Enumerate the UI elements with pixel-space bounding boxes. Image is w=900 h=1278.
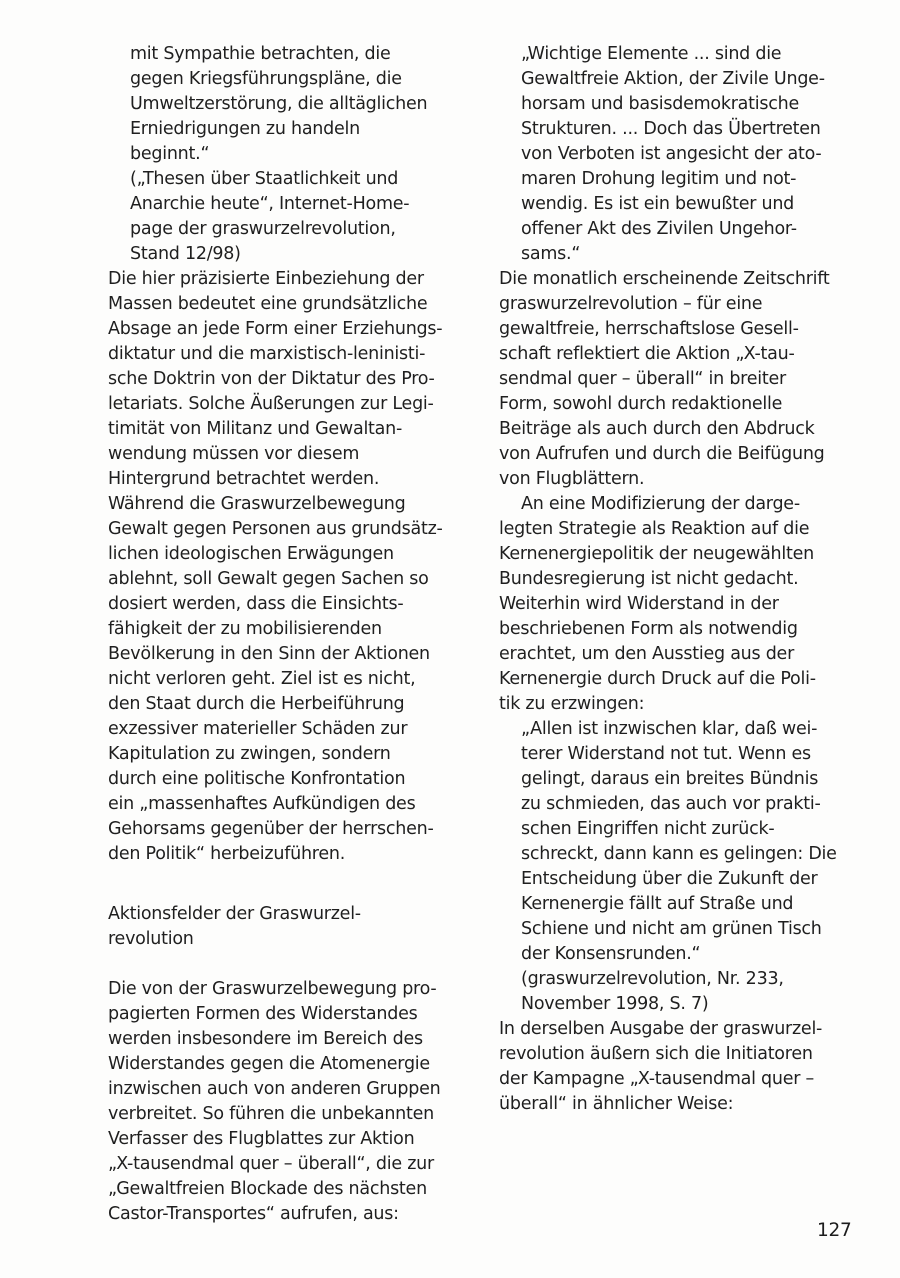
text-line: mit Sympathie betrachten, die bbox=[130, 44, 391, 64]
text-line: graswurzelrevolution – für eine bbox=[499, 294, 763, 314]
text-line: verbreitet. So führen die unbekannten bbox=[108, 1104, 434, 1124]
right-paragraph-2 bbox=[499, 492, 885, 717]
text-line: zu schmieden, das auch vor prakti- bbox=[521, 794, 821, 814]
text-line: wendig. Es ist ein bewußter und bbox=[521, 194, 795, 214]
text-line: schreckt, dann kann es gelingen: Die bbox=[521, 844, 837, 864]
text-line: sendmal quer – überall“ in breiter bbox=[499, 369, 786, 389]
text-line: Die von der Graswurzelbewegung pro- bbox=[108, 979, 437, 999]
text-line: Massen bedeutet eine grundsätzliche bbox=[108, 294, 428, 314]
text-line: Aktionsfelder der Graswurzel- bbox=[108, 904, 361, 924]
text-line: Form, sowohl durch redaktionelle bbox=[499, 394, 783, 414]
text-line: der Kampagne „X-tausendmal quer – bbox=[499, 1069, 814, 1089]
text-line: Absage an jede Form einer Erziehungs- bbox=[108, 319, 443, 339]
left-paragraph-2 bbox=[108, 977, 490, 1227]
text-line: Hintergrund betrachtet werden. bbox=[108, 469, 380, 489]
text-line: Kernenergiepolitik der neugewählten bbox=[499, 544, 814, 564]
text-line: Verfasser des Flugblattes zur Aktion bbox=[108, 1129, 415, 1149]
text-line: (graswurzelrevolution, Nr. 233, bbox=[521, 969, 784, 989]
text-line: Erniedrigungen zu handeln bbox=[130, 119, 360, 139]
text-line: horsam und basisdemokratische bbox=[521, 94, 799, 114]
text-line: lichen ideologischen Erwägungen bbox=[108, 544, 394, 564]
text-line: beginnt.“ bbox=[130, 144, 210, 164]
text-line: Castor-Transportes“ aufrufen, aus: bbox=[108, 1204, 399, 1224]
left-paragraph-1 bbox=[108, 267, 490, 867]
text-line: beschriebenen Form als notwendig bbox=[499, 619, 798, 639]
text-line: schen Eingriffen nicht zurück- bbox=[521, 819, 775, 839]
right-column bbox=[499, 42, 885, 1117]
text-line: page der graswurzelrevolution, bbox=[130, 219, 396, 239]
text-line: Die monatlich erscheinende Zeitschrift bbox=[499, 269, 830, 289]
text-line: Schiene und nicht am grünen Tisch bbox=[521, 919, 822, 939]
text-line: den Politik“ herbeizuführen. bbox=[108, 844, 346, 864]
text-line: inzwischen auch von anderen Gruppen bbox=[108, 1079, 441, 1099]
text-line: fähigkeit der zu mobilisierenden bbox=[108, 619, 382, 639]
text-line: überall“ in ähnlicher Weise: bbox=[499, 1094, 734, 1114]
text-line: letariats. Solche Äußerungen zur Legi- bbox=[108, 394, 434, 414]
text-line: gewaltfreie, herrschaftslose Gesell- bbox=[499, 319, 799, 339]
text-line: erachtet, um den Ausstieg aus der bbox=[499, 644, 795, 664]
text-line: exzessiver materieller Schäden zur bbox=[108, 719, 408, 739]
text-line: Weiterhin wird Widerstand in der bbox=[499, 594, 779, 614]
right-quote-block-1 bbox=[521, 42, 885, 267]
text-line: dosiert werden, dass die Einsichts- bbox=[108, 594, 404, 614]
text-line: Beiträge als auch durch den Abdruck bbox=[499, 419, 815, 439]
text-line: Gewalt gegen Personen aus grundsätz- bbox=[108, 519, 443, 539]
section-heading bbox=[108, 902, 490, 952]
text-line: revolution äußern sich die Initiatoren bbox=[499, 1044, 813, 1064]
text-line: nicht verloren geht. Ziel ist es nicht, bbox=[108, 669, 416, 689]
text-line: („Thesen über Staatlichkeit und bbox=[130, 169, 399, 189]
page-number: 127 bbox=[817, 1220, 852, 1241]
text-line: Umweltzerstörung, die alltäglichen bbox=[130, 94, 428, 114]
text-line: von Aufrufen und durch die Beifügung bbox=[499, 444, 825, 464]
text-line: An eine Modifizierung der darge- bbox=[521, 494, 800, 514]
text-line: „Wichtige Elemente ... sind die bbox=[521, 44, 782, 64]
right-paragraph-1 bbox=[499, 267, 885, 492]
text-line: tik zu erzwingen: bbox=[499, 694, 645, 714]
text-line: Während die Graswurzelbewegung bbox=[108, 494, 406, 514]
text-line: von Flugblättern. bbox=[499, 469, 645, 489]
text-line: sams.“ bbox=[521, 244, 581, 264]
text-line: terer Widerstand not tut. Wenn es bbox=[521, 744, 811, 764]
text-line: Gehorsams gegenüber der herrschen- bbox=[108, 819, 434, 839]
text-line: gelingt, daraus ein breites Bündnis bbox=[521, 769, 819, 789]
text-line: legten Strategie als Reaktion auf die bbox=[499, 519, 810, 539]
text-line: timität von Militanz und Gewaltan- bbox=[108, 419, 403, 439]
text-line: In derselben Ausgabe der graswurzel- bbox=[499, 1019, 823, 1039]
left-quote-block bbox=[130, 42, 490, 267]
text-line: Strukturen. ... Doch das Übertreten bbox=[521, 119, 821, 139]
text-line: revolution bbox=[108, 929, 194, 949]
text-line: ein „massenhaftes Aufkündigen des bbox=[108, 794, 416, 814]
right-quote-block-2 bbox=[521, 717, 885, 967]
text-line: gegen Kriegsführungspläne, die bbox=[130, 69, 402, 89]
text-line: Die hier präzisierte Einbeziehung der bbox=[108, 269, 424, 289]
text-line: der Konsensrunden.“ bbox=[521, 944, 701, 964]
text-line: Bevölkerung in den Sinn der Aktionen bbox=[108, 644, 430, 664]
text-line: ablehnt, soll Gewalt gegen Sachen so bbox=[108, 569, 429, 589]
text-line: diktatur und die marxistisch-leninisti- bbox=[108, 344, 426, 364]
text-line: wendung müssen vor diesem bbox=[108, 444, 360, 464]
text-line: November 1998, S. 7) bbox=[521, 994, 709, 1014]
left-column bbox=[108, 42, 490, 1227]
text-line: Anarchie heute“, Internet-Home- bbox=[130, 194, 410, 214]
text-line: maren Drohung legitim und not- bbox=[521, 169, 797, 189]
text-line: Stand 12/98) bbox=[130, 244, 241, 264]
text-line: durch eine politische Konfrontation bbox=[108, 769, 406, 789]
text-line: offener Akt des Zivilen Ungehor- bbox=[521, 219, 797, 239]
text-line: Gewaltfreie Aktion, der Zivile Unge- bbox=[521, 69, 825, 89]
text-line: Entscheidung über die Zukunft der bbox=[521, 869, 818, 889]
text-line: sche Doktrin von der Diktatur des Pro- bbox=[108, 369, 435, 389]
text-line: Widerstandes gegen die Atomenergie bbox=[108, 1054, 430, 1074]
text-line: werden insbesondere im Bereich des bbox=[108, 1029, 423, 1049]
text-line: Bundesregierung ist nicht gedacht. bbox=[499, 569, 799, 589]
right-quote-source bbox=[521, 967, 885, 1017]
text-line: „X-tausendmal quer – überall“, die zur bbox=[108, 1154, 434, 1174]
text-line: „Allen ist inzwischen klar, daß wei- bbox=[521, 719, 818, 739]
text-line: Kernenergie durch Druck auf die Poli- bbox=[499, 669, 816, 689]
text-line: Kapitulation zu zwingen, sondern bbox=[108, 744, 391, 764]
text-line: schaft reflektiert die Aktion „X-tau- bbox=[499, 344, 795, 364]
text-line: „Gewaltfreien Blockade des nächsten bbox=[108, 1179, 427, 1199]
text-line: Kernenergie fällt auf Straße und bbox=[521, 894, 794, 914]
text-line: pagierten Formen des Widerstandes bbox=[108, 1004, 418, 1024]
text-line: von Verboten ist angesicht der ato- bbox=[521, 144, 822, 164]
right-paragraph-3 bbox=[499, 1017, 885, 1117]
text-line: den Staat durch die Herbeiführung bbox=[108, 694, 405, 714]
